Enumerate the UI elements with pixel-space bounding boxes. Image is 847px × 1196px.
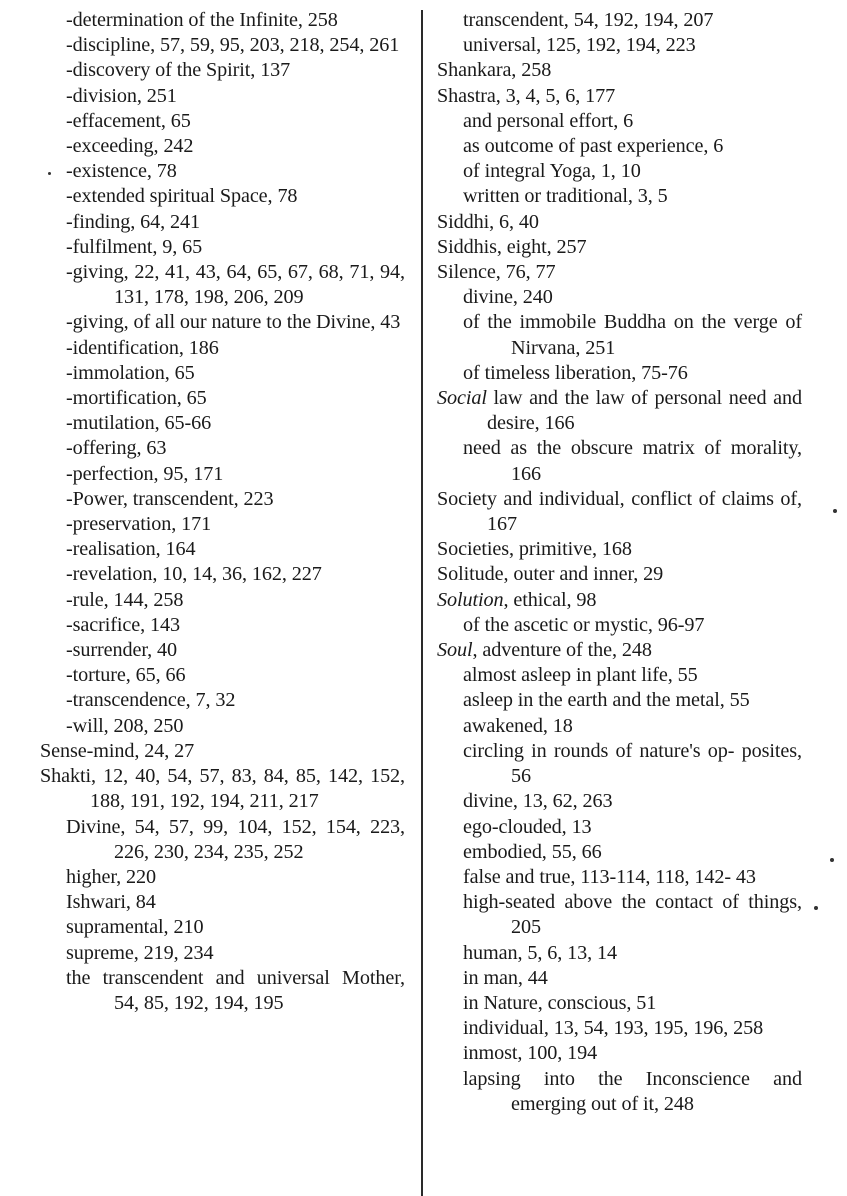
entry-text: need as the obscure matrix of morality, 166 — [463, 437, 802, 485]
index-subentry — [66, 865, 405, 890]
entry-text: supramental, 210 — [66, 916, 204, 939]
entry-text: in man, 44 — [463, 966, 548, 989]
entry-text: Shastra, 3, 4, 5, 6, 177 — [437, 84, 616, 107]
entry-text: high-seated above the contact of things, 205 — [463, 891, 802, 939]
index-entry — [437, 588, 802, 613]
index-subentry — [66, 184, 405, 209]
entry-term-italic: Solution — [437, 588, 504, 611]
entry-text: written or traditional, 3, 5 — [463, 185, 668, 208]
entry-text: -finding, 64, 241 — [66, 210, 200, 233]
index-entry — [437, 562, 802, 587]
index-subentry — [463, 285, 802, 310]
index-subentry — [463, 815, 802, 840]
entry-text: and personal effort, 6 — [463, 109, 634, 132]
entry-text: embodied, 55, 66 — [463, 840, 602, 863]
index-subentry — [66, 588, 405, 613]
entry-text: divine, 13, 62, 263 — [463, 790, 613, 813]
index-subentry — [463, 865, 802, 890]
index-subentry — [463, 714, 802, 739]
entry-term-italic: Social — [437, 387, 487, 410]
entry-text: in Nature, conscious, 51 — [463, 991, 657, 1014]
index-entry — [437, 537, 802, 562]
entry-text: lapsing into the Inconscience and emerging out of it, 248 — [463, 1067, 802, 1115]
entry-text: higher, 220 — [66, 865, 157, 888]
entry-text: Ishwari, 84 — [66, 891, 156, 914]
index-column-left — [40, 8, 405, 1016]
index-subentry — [463, 613, 802, 638]
entry-text: -mortification, 65 — [66, 387, 207, 410]
index-subentry — [463, 739, 802, 789]
entry-text: -discipline, 57, 59, 95, 203, 218, 254, 261 — [66, 34, 400, 57]
entry-text: -torture, 65, 66 — [66, 664, 186, 687]
entry-text: of the immobile Buddha on the verge of Nirvana, 251 — [463, 311, 802, 359]
index-subentry — [66, 462, 405, 487]
index-column-right — [437, 8, 802, 1117]
entry-text: Shakti, 12, 40, 54, 57, 83, 84, 85, 142, 152, 188, 191, 192, 194, 211, 217 — [40, 765, 405, 813]
index-subentry — [463, 688, 802, 713]
entry-text: -revelation, 10, 14, 36, 162, 227 — [66, 563, 322, 586]
entry-text: Silence, 76, 77 — [437, 261, 556, 284]
entry-text: -effacement, 65 — [66, 109, 191, 132]
entry-text: of integral Yoga, 1, 10 — [463, 160, 641, 183]
entry-text: -transcendence, 7, 32 — [66, 689, 236, 712]
index-subentry — [66, 537, 405, 562]
index-subentry — [66, 33, 405, 58]
index-subentry — [463, 109, 802, 134]
index-subentry — [463, 33, 802, 58]
index-entry — [437, 260, 802, 285]
index-subentry — [66, 336, 405, 361]
index-subentry — [463, 890, 802, 940]
index-entry — [437, 210, 802, 235]
entry-text: almost asleep in plant life, 55 — [463, 664, 698, 687]
speck-mark — [833, 509, 837, 513]
entry-text: -perfection, 95, 171 — [66, 462, 224, 485]
index-entry — [437, 84, 802, 109]
index-subentry — [66, 663, 405, 688]
entry-term-italic: Soul — [437, 639, 473, 662]
entry-text: -determination of the Infinite, 258 — [66, 9, 338, 31]
entry-text: Solitude, outer and inner, 29 — [437, 563, 664, 586]
index-subentry — [463, 966, 802, 991]
index-subentry — [66, 210, 405, 235]
index-subentry — [66, 134, 405, 159]
index-subentry — [463, 8, 802, 33]
entry-text: -rule, 144, 258 — [66, 588, 184, 611]
index-subentry — [463, 991, 802, 1016]
entry-text: -giving, 22, 41, 43, 64, 65, 67, 68, 71, 94, 131, 178, 198, 206, 209 — [66, 261, 405, 309]
index-subentry — [66, 941, 405, 966]
entry-text: Siddhi, 6, 40 — [437, 210, 539, 233]
entry-text: Society and individual, conflict of claims of, 167 — [437, 487, 802, 536]
index-subentry — [66, 84, 405, 109]
entry-text: -existence, 78 — [66, 160, 177, 183]
index-subentry — [66, 58, 405, 83]
index-subentry — [66, 487, 405, 512]
index-subentry — [463, 663, 802, 688]
index-subentry — [463, 361, 802, 386]
entry-text: -preservation, 171 — [66, 513, 212, 536]
entry-text: -extended spiritual Space, 78 — [66, 185, 298, 208]
entry-text: -identification, 186 — [66, 336, 219, 359]
entry-text: of the ascetic or mystic, 96-97 — [463, 613, 705, 636]
entry-text: -realisation, 164 — [66, 538, 196, 561]
index-subentry — [66, 411, 405, 436]
entry-text: of timeless liberation, 75-76 — [463, 361, 688, 384]
index-subentry — [463, 840, 802, 865]
index-subentry — [66, 8, 405, 33]
index-subentry — [463, 1067, 802, 1117]
index-entry — [40, 764, 405, 814]
entry-text: the transcendent and universal Mother, 54, 85, 192, 194, 195 — [66, 966, 405, 1014]
entry-text: Shankara, 258 — [437, 59, 552, 82]
index-subentry — [66, 310, 405, 335]
index-subentry — [463, 159, 802, 184]
column-divider — [421, 10, 423, 1196]
entry-text: -mutilation, 65-66 — [66, 412, 212, 435]
index-subentry — [463, 184, 802, 209]
entry-text: law and the law of personal need and desire, 166 — [486, 387, 802, 435]
entry-text: awakened, 18 — [463, 714, 573, 737]
entry-text: inmost, 100, 194 — [463, 1042, 598, 1065]
index-subentry — [66, 688, 405, 713]
entry-text: supreme, 219, 234 — [66, 941, 214, 964]
entry-text: human, 5, 6, 13, 14 — [463, 941, 617, 964]
index-subentry — [463, 436, 802, 486]
entry-text: -sacrifice, 143 — [66, 613, 180, 636]
entry-text: individual, 13, 54, 193, 195, 196, 258 — [463, 1017, 764, 1040]
index-subentry — [463, 789, 802, 814]
index-subentry — [463, 1041, 802, 1066]
entry-text: -will, 208, 250 — [66, 714, 184, 737]
index-subentry — [66, 815, 405, 865]
entry-text: -giving, of all our nature to the Divine, 43 — [66, 311, 401, 334]
entry-text: -surrender, 40 — [66, 639, 178, 662]
index-subentry — [66, 915, 405, 940]
index-subentry — [66, 714, 405, 739]
index-subentry — [463, 310, 802, 360]
index-subentry — [66, 966, 405, 1016]
index-subentry — [463, 134, 802, 159]
entry-text: asleep in the earth and the metal, 55 — [463, 689, 750, 712]
speck-mark — [48, 172, 51, 175]
entry-text: , adventure of the, 248 — [472, 639, 652, 662]
entry-text: Sense-mind, 24, 27 — [40, 739, 195, 762]
entry-text: Siddhis, eight, 257 — [437, 235, 587, 258]
index-entry — [437, 58, 802, 83]
entry-text: ego-clouded, 13 — [463, 815, 592, 838]
speck-mark — [830, 858, 834, 862]
entry-text: -exceeding, 242 — [66, 135, 194, 158]
entry-text: universal, 125, 192, 194, 223 — [463, 34, 696, 57]
index-subentry — [463, 1016, 802, 1041]
entry-text: -discovery of the Spirit, 137 — [66, 59, 291, 82]
entry-text: -division, 251 — [66, 84, 177, 107]
entry-text: , ethical, 98 — [503, 588, 597, 611]
index-entry — [437, 638, 802, 663]
index-subentry — [66, 890, 405, 915]
index-subentry — [66, 562, 405, 587]
index-entry — [437, 386, 802, 436]
entry-text: divine, 240 — [463, 286, 553, 309]
index-subentry — [66, 361, 405, 386]
index-entry — [437, 487, 802, 537]
index-entry — [437, 235, 802, 260]
entry-text: -immolation, 65 — [66, 361, 195, 384]
entry-text: Divine, 54, 57, 99, 104, 152, 154, 223, 226, 230, 234, 235, 252 — [66, 815, 405, 863]
entry-text: transcendent, 54, 192, 194, 207 — [463, 9, 714, 31]
entry-text: Societies, primitive, 168 — [437, 538, 632, 561]
index-subentry — [66, 386, 405, 411]
entry-text: false and true, 113-114, 118, 142- 43 — [463, 865, 756, 888]
entry-text: circling in rounds of nature's op- posites, 56 — [463, 739, 802, 788]
index-entry — [40, 739, 405, 764]
index-subentry — [66, 512, 405, 537]
index-subentry — [66, 109, 405, 134]
entry-text: -Power, transcendent, 223 — [66, 487, 274, 510]
index-subentry — [66, 436, 405, 461]
index-subentry — [463, 941, 802, 966]
entry-text: as outcome of past experience, 6 — [463, 135, 724, 158]
index-subentry — [66, 159, 405, 184]
entry-text: -fulfilment, 9, 65 — [66, 235, 203, 258]
index-subentry — [66, 260, 405, 310]
entry-text: -offering, 63 — [66, 437, 167, 460]
index-subentry — [66, 613, 405, 638]
index-subentry — [66, 235, 405, 260]
index-subentry — [66, 638, 405, 663]
speck-mark — [814, 906, 818, 910]
